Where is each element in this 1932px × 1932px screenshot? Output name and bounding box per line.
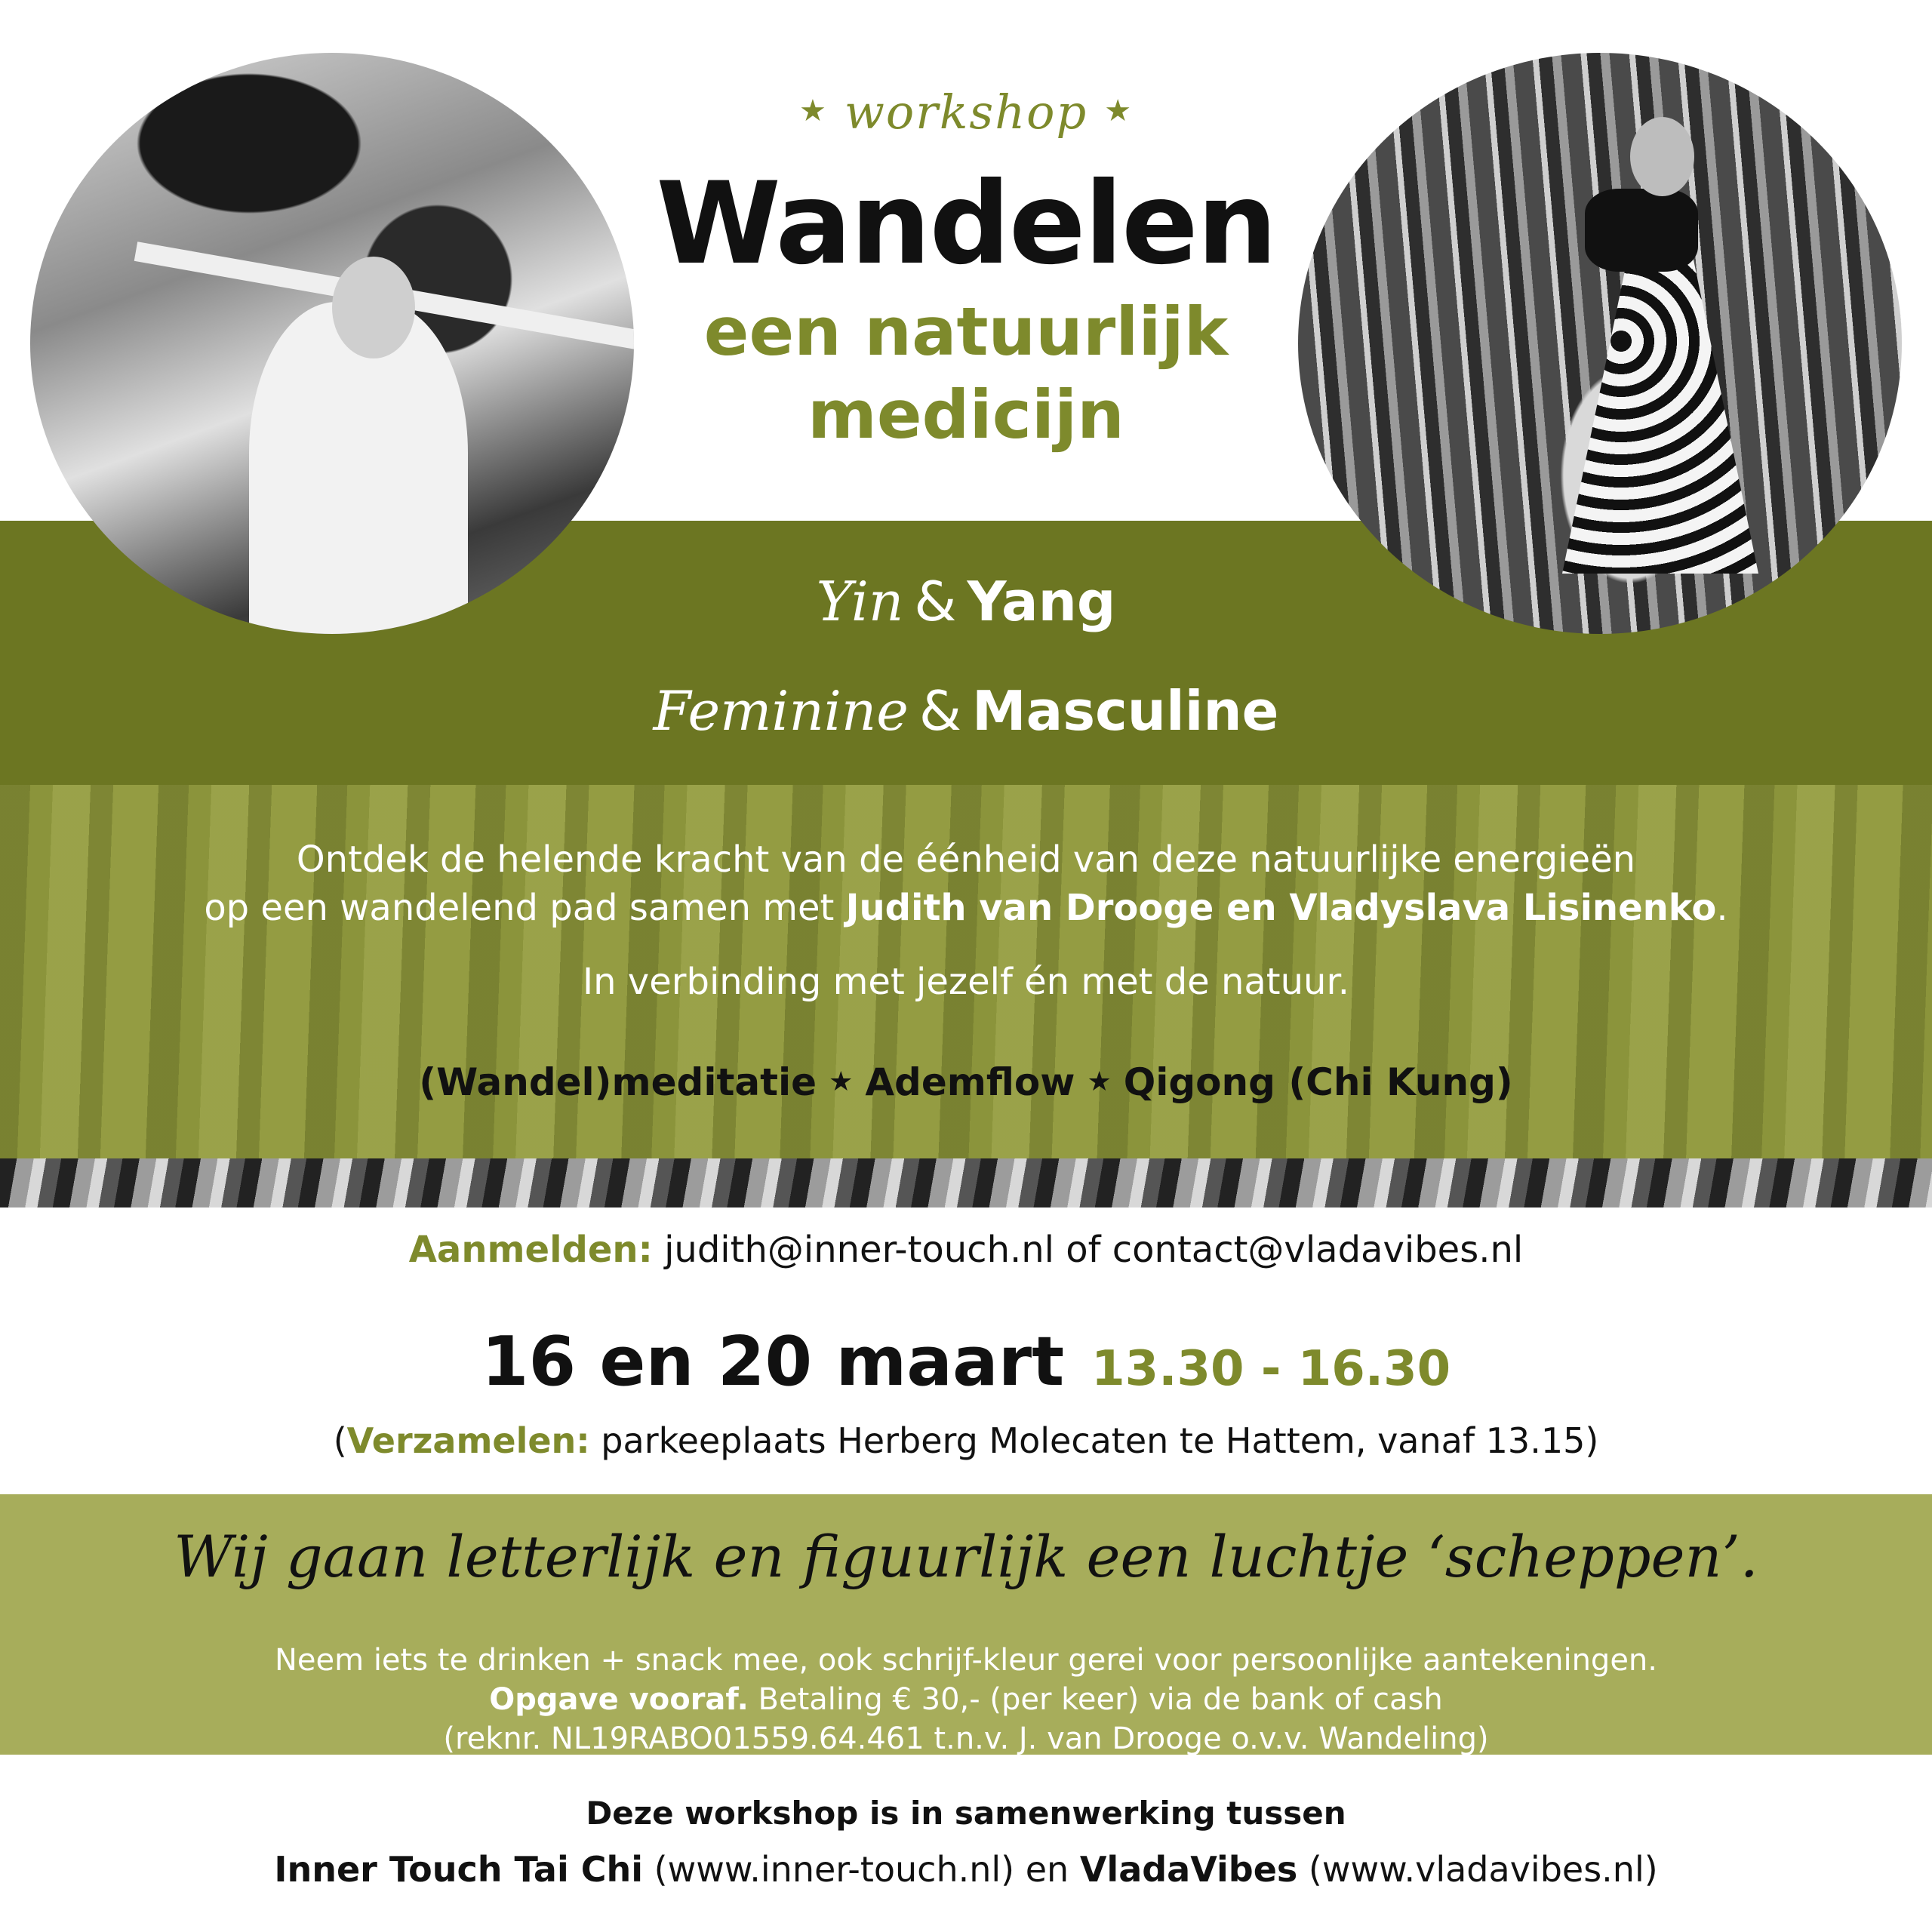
- info-line-1: Neem iets te drinken + snack mee, ook schrijf-kleur gerei voor persoonlijke aantekeningen.: [275, 1643, 1657, 1678]
- figure-top: [1585, 189, 1698, 272]
- subtitle-line-1: een natuurlijk: [703, 293, 1229, 371]
- duality-script: Yin: [816, 570, 904, 633]
- registration-label: Aanmelden:: [408, 1229, 653, 1271]
- figure-dress: [1562, 242, 1758, 574]
- duality-bold: Yang: [967, 570, 1116, 633]
- duality-feminine-masculine: [0, 679, 1932, 743]
- event-dates: 16 en 20 maart: [481, 1322, 1065, 1401]
- duality-bold: Masculine: [971, 679, 1279, 743]
- forest-path-strip: [0, 1158, 1932, 1208]
- org-inner-touch: Inner Touch Tai Chi: [274, 1849, 644, 1890]
- activity-item: Ademflow: [865, 1060, 1075, 1104]
- page-title: Wandelen: [656, 158, 1276, 290]
- photo-forest-dancer: [1298, 53, 1902, 634]
- registration-line: [0, 1229, 1932, 1271]
- footer-collab-line: Deze workshop is in samenwerking tussen: [586, 1795, 1346, 1832]
- org-inner-touch-url: (www.inner-touch.nl) en: [643, 1849, 1080, 1890]
- duality-amp: &: [914, 570, 957, 633]
- star-icon: ★: [1087, 1066, 1112, 1097]
- activities-list: [0, 1060, 1932, 1104]
- duality-yin-yang: [0, 570, 1932, 633]
- event-date-line: [0, 1322, 1932, 1401]
- star-icon: ★: [829, 1066, 854, 1097]
- info-text: Betaling € 30,- (per keer) via de bank of cash: [748, 1682, 1443, 1717]
- intro-line-1: Ontdek de helende kracht van de éénheid van deze natuurlijke energieën: [296, 838, 1636, 881]
- star-icon: ★: [1104, 94, 1134, 128]
- info-bold: Opgave vooraf.: [489, 1682, 749, 1717]
- intro-text: .: [1716, 887, 1728, 929]
- duality-amp: &: [918, 679, 961, 743]
- intro-line-3: In verbinding met jezelf én met de natuur.: [582, 961, 1350, 1003]
- gather-paren: (: [333, 1420, 347, 1461]
- org-vladavibes: VladaVibes: [1079, 1849, 1298, 1890]
- gather-label: Verzamelen:: [346, 1420, 590, 1461]
- intro-text: op een wandelend pad samen met: [204, 887, 846, 929]
- figure-head: [332, 257, 415, 358]
- photo-tai-chi-sword: [30, 53, 634, 634]
- info-line-2: [0, 1680, 1932, 1719]
- motto: Wij gaan letterlijk en figuurlijk een luchtje ‘scheppen’.: [174, 1523, 1758, 1590]
- info-line-3: (reknr. NL19RABO01559.64.461 t.n.v. J. van Drooge o.v.v. Wandeling): [443, 1721, 1489, 1756]
- host-names: Judith van Drooge en Vladyslava Lisinenko: [845, 887, 1717, 929]
- subtitle-line-2: medicijn: [808, 376, 1124, 454]
- intro-line-2: [0, 884, 1932, 931]
- duality-script: Feminine: [653, 679, 909, 743]
- figure-head: [1630, 117, 1694, 196]
- registration-emails: judith@inner-touch.nl of contact@vladavibes.nl: [664, 1229, 1524, 1271]
- org-vladavibes-url: (www.vladavibes.nl): [1297, 1849, 1658, 1890]
- activity-item: Qigong (Chi Kung): [1123, 1060, 1513, 1104]
- star-icon: ★: [798, 94, 828, 128]
- gathering-line: [0, 1420, 1932, 1461]
- kicker-label: workshop: [844, 85, 1088, 140]
- footer-orgs-line: [0, 1849, 1932, 1890]
- activity-item: (Wandel)meditatie: [419, 1060, 817, 1104]
- gather-location: parkeeplaats Herberg Molecaten te Hattem, vanaf 13.15): [589, 1420, 1599, 1461]
- event-time: 13.30 - 16.30: [1091, 1341, 1451, 1397]
